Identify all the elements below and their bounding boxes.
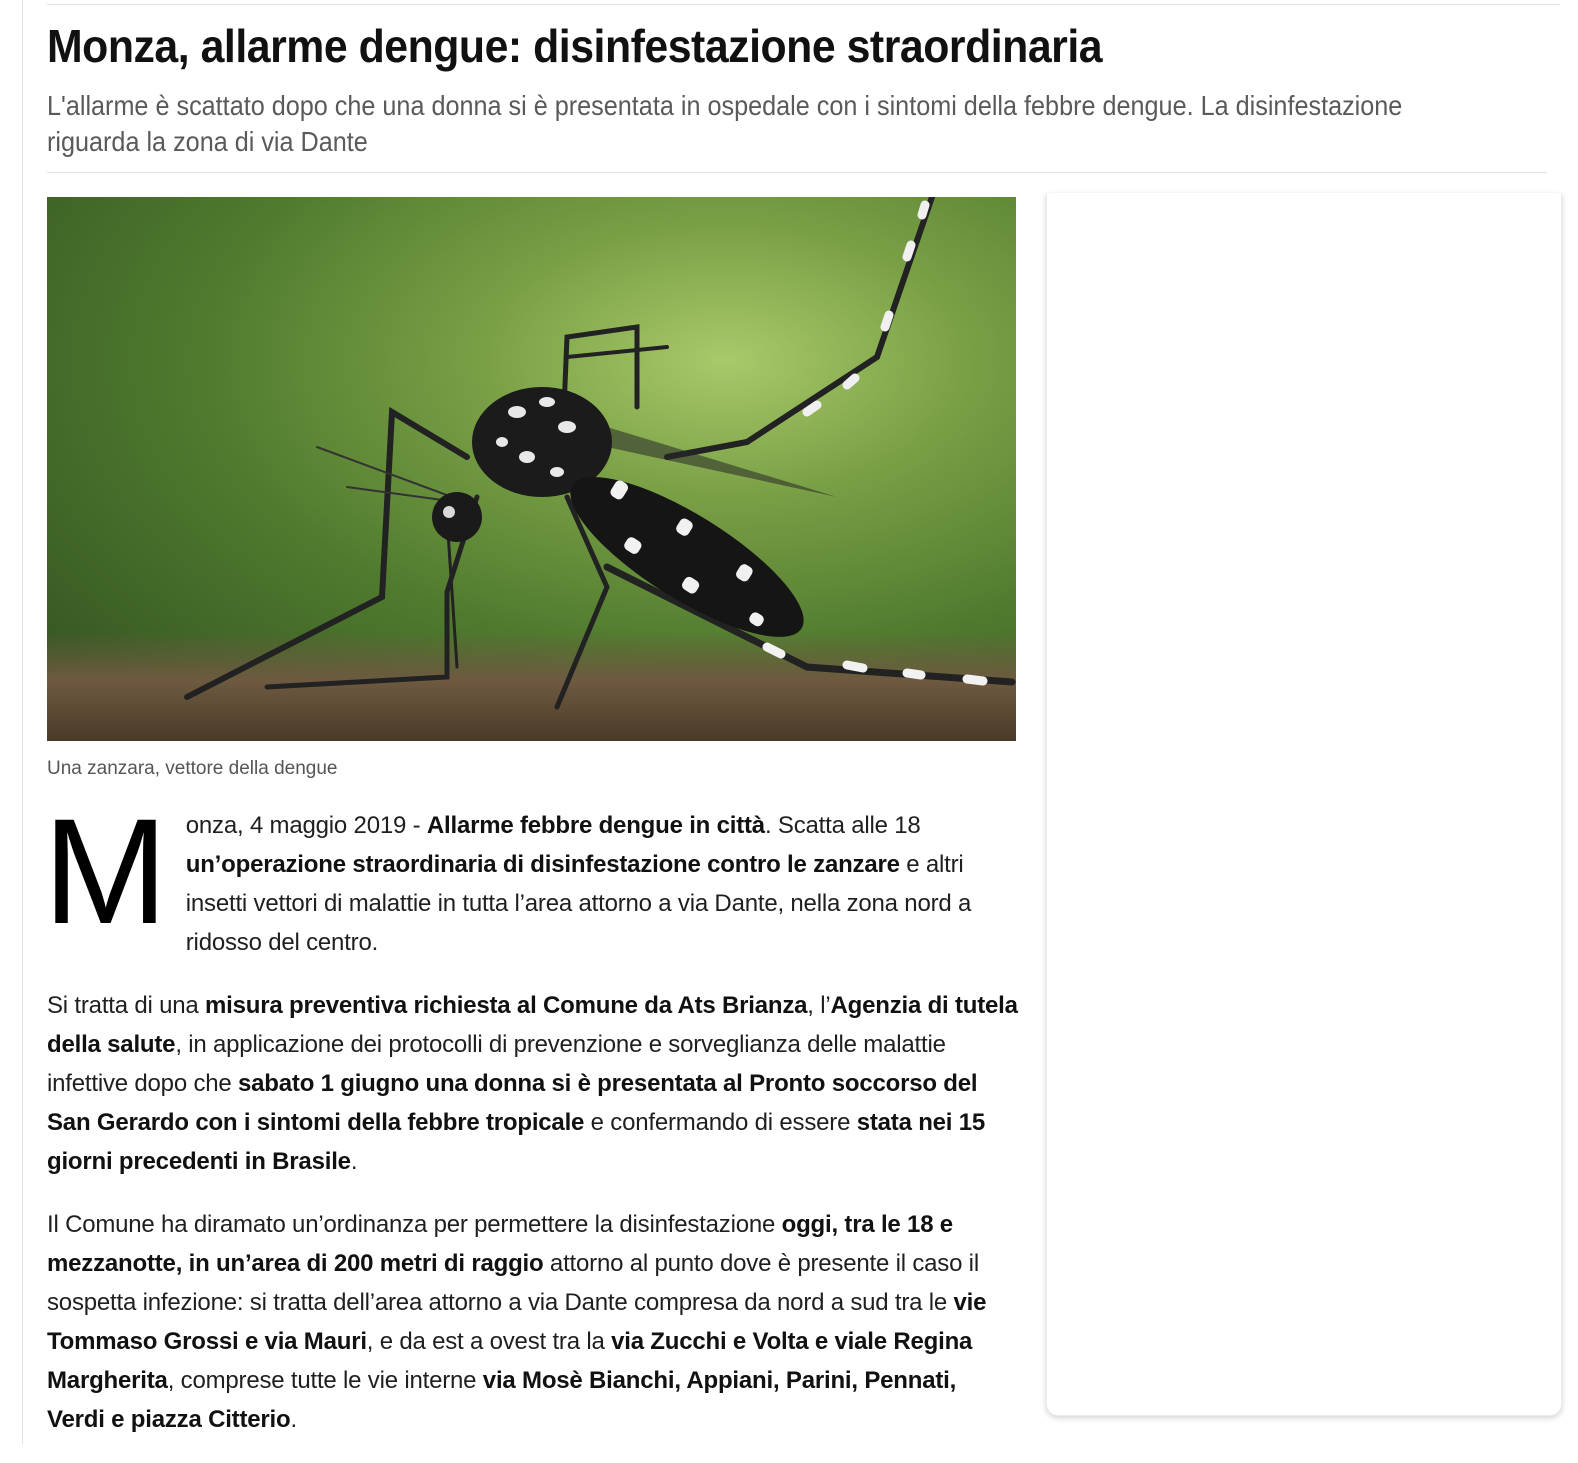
article-paragraph-1 <box>43 787 1019 962</box>
bold-text: Agenzia di tutela della salute <box>47 992 1018 1058</box>
bold-text: via Zucchi e Volta e viale Regina Margherita <box>47 1328 973 1394</box>
text-run: e altri insetti vettori di malattie in tutta l’area attorno a via Dante, nella zona nord a ridosso del centro. <box>185 851 972 956</box>
text-run: . <box>290 1406 297 1433</box>
bold-text: stata nei 15 giorni precedenti in Brasile <box>47 1109 986 1175</box>
bold-text: via Mosè Bianchi, Appiani, Parini, Pennati, Verdi e piazza Citterio <box>47 1367 957 1433</box>
bold-text: oggi, tra le 18 e mezzanotte, in un’area di 200 metri di raggio <box>47 1211 953 1277</box>
top-divider <box>47 4 1560 5</box>
page-left-border <box>22 0 23 1444</box>
text-run: , in applicazione dei protocolli di prevenzione e sorveglianza delle malattie infettive dopo che <box>47 1031 946 1097</box>
text-run: onza, 4 maggio 2019 - <box>185 812 427 839</box>
text-run: . Scatta alle 18 <box>764 812 921 839</box>
text-run: attorno al punto dove è presente il caso il sospetta infezione: si tratta dell’area attorno a via Dante compresa da nord a sud tra le <box>47 1250 979 1316</box>
text-run: Il Comune ha diramato un’ordinanza per permettere la disinfestazione <box>47 1211 782 1238</box>
text-run: , l’ <box>807 992 831 1019</box>
article-image-mosquito[interactable] <box>47 197 1016 741</box>
text-run: , comprese tutte le vie interne <box>167 1367 483 1394</box>
text-run: , e da est a ovest tra la <box>366 1328 612 1355</box>
article-header <box>47 14 1547 160</box>
sidebar-ad-panel <box>1046 193 1562 1416</box>
article-paragraph-2 <box>47 986 1019 1181</box>
bold-text: vie Tommaso Grossi e via Mauri <box>47 1289 987 1355</box>
mosquito-illustration <box>47 197 1016 741</box>
bold-text: sabato 1 giugno una donna si è presentata al Pronto soccorso del San Gerardo con i sintomi della febbre tropicale <box>47 1070 978 1136</box>
article-subtitle: L'allarme è scattato dopo che una donna si è presentata in ospedale con i sintomi della febbre dengue. La disinfestazione riguarda la zona di via Dante <box>47 90 1403 157</box>
text-run: e confermando di essere <box>584 1109 857 1136</box>
bold-text: un’operazione straordinaria di disinfestazione contro le zanzare <box>185 851 900 878</box>
header-divider <box>47 172 1547 173</box>
text-run: Si tratta di una <box>47 992 206 1019</box>
article-title: Monza, allarme dengue: disinfestazione straordinaria <box>47 20 1103 72</box>
article-body <box>43 787 1019 1463</box>
drop-cap: M <box>43 787 168 955</box>
bold-text: Allarme febbre dengue in città <box>426 812 765 839</box>
text-run: . <box>350 1148 358 1175</box>
image-caption: Una zanzara, vettore della dengue <box>47 758 338 779</box>
bold-text: misura preventiva richiesta al Comune da Ats Brianza <box>205 992 808 1019</box>
article-paragraph-3 <box>47 1205 1019 1439</box>
